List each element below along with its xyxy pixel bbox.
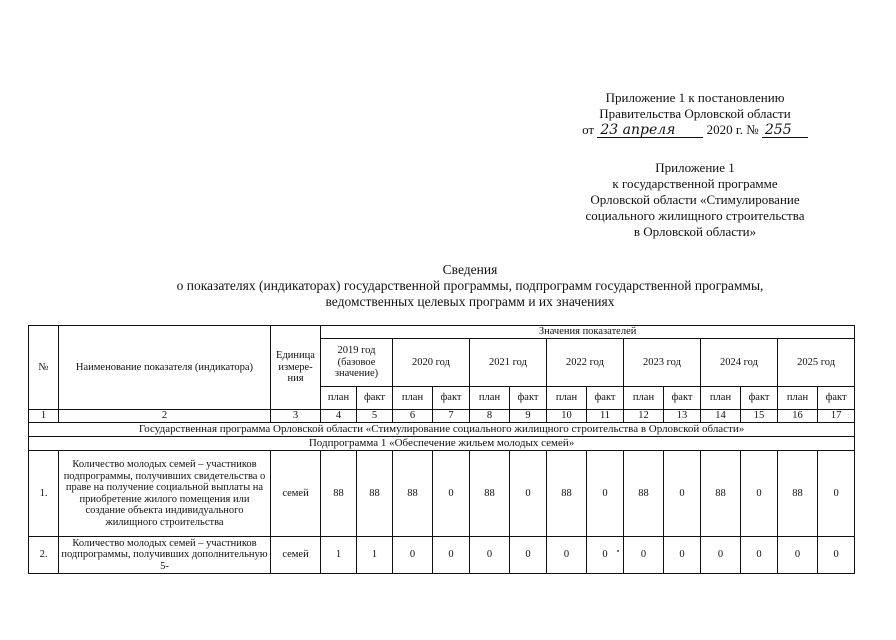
row-value: 0 <box>778 537 818 574</box>
row-value: 88 <box>470 451 510 537</box>
colnum-14: 14 <box>701 410 741 423</box>
plan-2022: план <box>547 387 587 410</box>
decree-date-handwritten: 23 апреля <box>597 123 703 138</box>
row-num: 1. <box>29 451 59 537</box>
row-value: 0 <box>433 537 470 574</box>
year-2021: 2021 год <box>470 339 547 387</box>
colnum-15: 15 <box>741 410 778 423</box>
fact-2022: факт <box>587 387 624 410</box>
row-name: Количество молодых семей – участников подпрограммы, получивших дополнительную 5- <box>59 537 271 574</box>
colnum-5: 5 <box>357 410 393 423</box>
fact-2025: факт <box>818 387 855 410</box>
row-value: 0 <box>470 537 510 574</box>
colnum-8: 8 <box>470 410 510 423</box>
header-name: Наименование показателя (индикатора) <box>59 326 271 410</box>
program-line-2: к государственной программе <box>612 176 778 191</box>
plan-2019: план <box>321 387 357 410</box>
row-value: 88 <box>393 451 433 537</box>
plan-2021: план <box>470 387 510 410</box>
row-value: 0 <box>587 451 624 537</box>
decree-header <box>560 90 830 138</box>
indicators-table <box>28 325 855 574</box>
decree-number-handwritten: 255 <box>762 123 808 138</box>
row-value: 1 <box>357 537 393 574</box>
year-2020: 2020 год <box>393 339 470 387</box>
colnum-6: 6 <box>393 410 433 423</box>
year-2022: 2022 год <box>547 339 624 387</box>
program-line-1: Приложение 1 <box>655 160 735 175</box>
table-row <box>29 537 855 574</box>
program-line-4: социального жилищного строительства <box>585 208 805 223</box>
section-program: Государственная программа Орловской области «Стимулирование социального жилищного строительства в Орловской области» <box>29 423 855 437</box>
row-value: 0 <box>818 451 855 537</box>
plan-2023: план <box>624 387 664 410</box>
row-value: 0 <box>433 451 470 537</box>
fact-2019: факт <box>357 387 393 410</box>
year-2023: 2023 год <box>624 339 701 387</box>
row-value: 88 <box>321 451 357 537</box>
colnum-13: 13 <box>664 410 701 423</box>
program-line-5: в Орловской области» <box>633 224 757 239</box>
row-value: 0 <box>587 537 624 574</box>
year-2024: 2024 год <box>701 339 778 387</box>
row-value: 0 <box>547 537 587 574</box>
document-title <box>120 262 820 310</box>
decree-year: 2020 г. № <box>706 122 759 137</box>
row-value: 1 <box>321 537 357 574</box>
colnum-3: 3 <box>271 410 321 423</box>
header-values: Значения показателей <box>321 326 855 339</box>
row-unit: семей <box>271 451 321 537</box>
program-line-3: Орловской области «Стимулирование <box>590 192 800 207</box>
row-value: 88 <box>778 451 818 537</box>
row-unit: семей <box>271 537 321 574</box>
colnum-12: 12 <box>624 410 664 423</box>
decree-line-2: Правительства Орловской области <box>599 106 791 121</box>
colnum-1: 1 <box>29 410 59 423</box>
fact-2021: факт <box>510 387 547 410</box>
year-2025: 2025 год <box>778 339 855 387</box>
section-row-subprogram <box>29 437 855 451</box>
colnum-10: 10 <box>547 410 587 423</box>
section-subprogram: Подпрограмма 1 «Обеспечение жильем молодых семей» <box>29 437 855 451</box>
colnum-9: 9 <box>510 410 547 423</box>
title-line-2: о показателях (индикаторах) государственной программы, подпрограмм государственной программы, <box>176 278 764 293</box>
scan-speck <box>617 550 619 552</box>
row-num: 2. <box>29 537 59 574</box>
colnum-4: 4 <box>321 410 357 423</box>
column-numbers-row <box>29 410 855 423</box>
row-value: 0 <box>664 537 701 574</box>
header-num: № <box>29 326 59 410</box>
year-2019: 2019 год (базовое значение) <box>321 339 393 387</box>
row-value: 0 <box>624 537 664 574</box>
program-header <box>555 160 835 240</box>
title-line-3: ведомственных целевых программ и их значениях <box>325 294 615 309</box>
row-value: 88 <box>547 451 587 537</box>
plan-2025: план <box>778 387 818 410</box>
row-value: 0 <box>393 537 433 574</box>
colnum-16: 16 <box>778 410 818 423</box>
row-value: 0 <box>741 451 778 537</box>
row-name: Количество молодых семей – участников подпрограммы, получивших свидетельства о праве на получение социальной выплаты на приобретение жилого помещения или создание объекта индивидуального жилищного строительства <box>59 451 271 537</box>
colnum-7: 7 <box>433 410 470 423</box>
row-value: 0 <box>818 537 855 574</box>
fact-2023: факт <box>664 387 701 410</box>
table-row <box>29 451 855 537</box>
title-line-1: Сведения <box>442 262 498 277</box>
header-row-1 <box>29 326 855 339</box>
colnum-11: 11 <box>587 410 624 423</box>
row-value: 88 <box>357 451 393 537</box>
row-value: 0 <box>664 451 701 537</box>
fact-2020: факт <box>433 387 470 410</box>
plan-2020: план <box>393 387 433 410</box>
fact-2024: факт <box>741 387 778 410</box>
row-value: 88 <box>701 451 741 537</box>
decree-from: от <box>582 122 595 137</box>
colnum-17: 17 <box>818 410 855 423</box>
row-value: 0 <box>510 537 547 574</box>
row-value: 88 <box>624 451 664 537</box>
header-unit: Единица измере-ния <box>271 326 321 410</box>
row-value: 0 <box>701 537 741 574</box>
section-row-program <box>29 423 855 437</box>
decree-line-1: Приложение 1 к постановлению <box>605 90 785 105</box>
row-value: 0 <box>741 537 778 574</box>
plan-2024: план <box>701 387 741 410</box>
decree-date-line <box>582 122 808 138</box>
colnum-2: 2 <box>59 410 271 423</box>
row-value: 0 <box>510 451 547 537</box>
